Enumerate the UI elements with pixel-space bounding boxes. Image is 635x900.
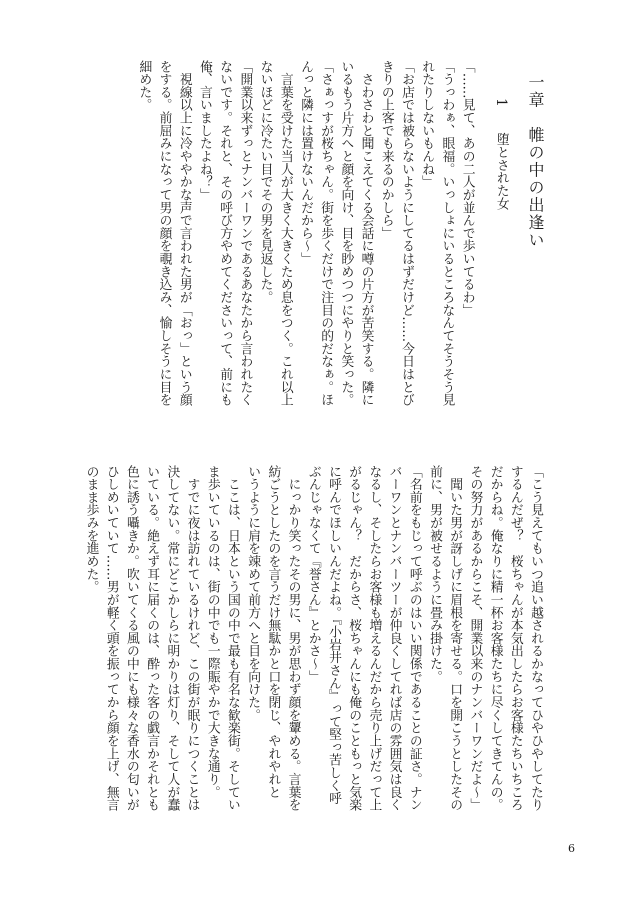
text-line: 紡ごうとしたのを言うだけ無駄かと口を閉じ、やれやれと — [265, 465, 281, 799]
text-line: 「こう見えてもいつ追い越されるかなってひやひやしてたり — [528, 465, 543, 812]
text-line: に呼んでほしいんだよね。『小岩井さん』って堅っ苦しく呼 — [325, 465, 341, 805]
text-line: 「お店では被らないようにしてるはずだけど……今日はとび — [398, 60, 414, 407]
text-line: 聞いた男が訝しげに眉根を寄せる。口を開こうとしたその — [447, 465, 463, 812]
text-line: 言葉を受けた当人が大きく大きくため息をつく。これ以上 — [277, 60, 293, 407]
text-line: 「開業以来ずっとナンバーワンであるあなたから言われたく — [237, 60, 253, 407]
text-line: ま歩いているのは、街の中でも一際賑やかで大きな通り。 — [204, 465, 220, 799]
text-line: いうように肩を竦めて前方へと目を向けた。 — [245, 465, 261, 722]
text-line: 決してない。常にどこかしらに明かりは灯り、そして人が蠢 — [164, 465, 180, 812]
text-line: 「さぁっすが桜ちゃん。街を歩くだけで注目の的だなぁ。ほ — [318, 60, 334, 407]
text-line: をする。前屈みになって男の顔を覗き込み、愉しそうに目を — [156, 60, 172, 407]
upper-body-text — [133, 60, 476, 445]
text-line: 「……見て、あの二人が並んで歩いてるわ」 — [459, 60, 475, 317]
lower-text-block — [80, 465, 545, 850]
text-line: れたりしないもんね」 — [419, 60, 435, 189]
lower-body-text — [80, 465, 545, 850]
section-title: 堕とされた女 — [493, 132, 509, 210]
text-line: 「うっわぁ、眼福。いっしょにいるところなんてそうそう見 — [439, 60, 455, 407]
text-line: ここは、日本という国の中で最も有名な歓楽街。そしてい — [224, 465, 240, 812]
text-line: 色に誘う囁きか。吹いてくる風の中にも様々な香水の匂いが — [123, 465, 139, 812]
text-line: 俺、言いましたよね？」 — [196, 60, 212, 202]
page-number: 6 — [568, 842, 575, 855]
text-line: その努力があるからこそ、開業以来のナンバーワンだよ～」 — [467, 465, 483, 812]
text-line: のまま歩みを進めた。 — [83, 465, 99, 594]
text-line: んっと隣には置けないんだから～」 — [297, 60, 313, 266]
text-line: 前に、男が被せるように畳み掛けた。 — [426, 465, 442, 683]
text-line: いるもう片方へと顔を向け、目を眇めつつにやりと笑った。 — [338, 60, 354, 407]
text-line: すでに夜は訪れているけれど、この街が眠りにつくことは — [184, 465, 200, 812]
text-line: にっかり笑ったその男に、男が思わず顔を顰める。言葉を — [285, 465, 301, 812]
text-line: なるし、そしたらお客様も増えるんだから売り上げだって上 — [366, 465, 382, 812]
text-line: するんだぜ？ 桜ちゃんが本気出したらお客様たちいちころ — [507, 465, 523, 812]
text-line: いている。絶えず耳に届くのは、酔った客の戯言かそれとも — [144, 465, 160, 812]
chapter-title: 一章 帷の中の出逢い — [526, 74, 545, 249]
section-heading — [491, 60, 511, 445]
text-line: 「名前をもじって呼ぶのはいい関係であることの証さ。ナン — [406, 465, 422, 812]
text-line: ないほどに冷たい目でその男を見返した。 — [257, 60, 273, 304]
section-number: 1 — [492, 98, 509, 107]
text-line: 視線以上に冷ややかな声で言われた男が「おっ」という顔 — [176, 60, 192, 407]
text-line: 細めた。 — [136, 60, 152, 112]
text-line: だからね。俺なりに精一杯お客様たちに尽くしてきてんの。 — [487, 465, 503, 812]
upper-text-block — [133, 60, 545, 445]
text-line: ぶんじゃなくて『誉さん』とかさ～」 — [305, 465, 321, 683]
text-line: きりの上客でも来るのかしら」 — [378, 60, 394, 240]
text-line: ないです。それと、その呼び方やめてくださいって、前にも — [217, 60, 233, 407]
text-line: がるじゃん？ だからさ、桜ちゃんにも俺のこともっと気楽 — [346, 465, 362, 812]
text-line: バーワンとナンバーツーが仲良くしてれば店の雰囲気は良く — [386, 465, 402, 812]
text-line: ひしめいていて……男が軽く頭を振ってから顔を上げ、無言 — [103, 465, 119, 812]
text-line: さわさわと聞こえてくる会話に噂の片方が苦笑する。隣に — [358, 60, 374, 407]
